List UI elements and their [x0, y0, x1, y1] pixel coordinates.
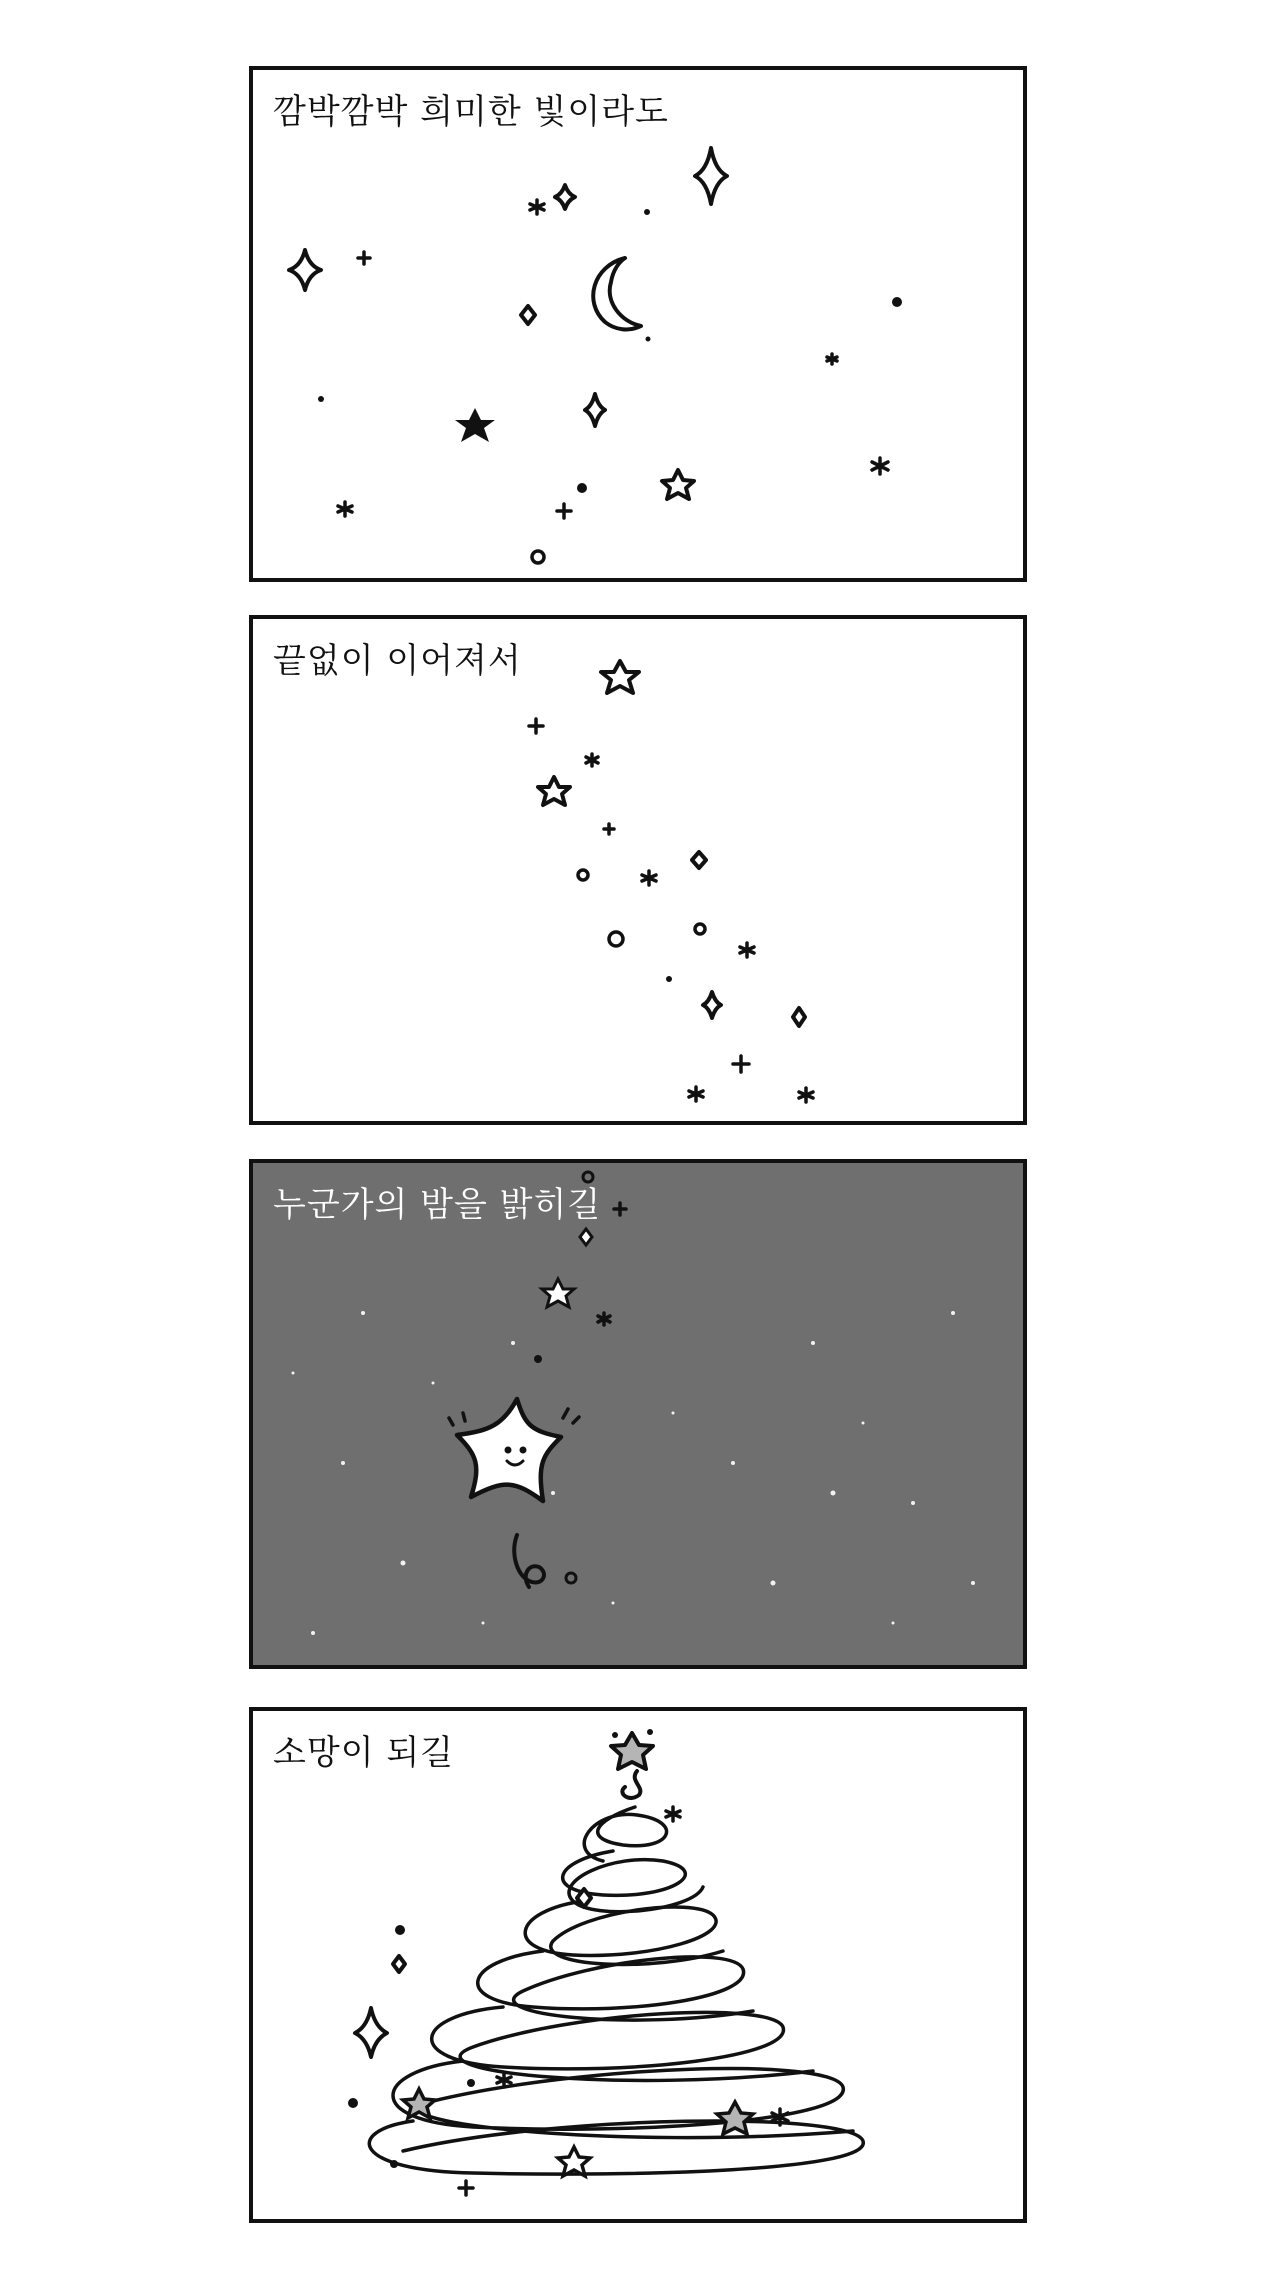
dot-icon: [534, 1355, 542, 1363]
asterisk-icon: [586, 754, 813, 1102]
panel-3-caption: 누군가의 밤을 밝히길: [273, 1185, 602, 1225]
sparkle-icon: [355, 2008, 387, 2057]
diamond-icon: [393, 1956, 405, 1972]
star-icon: [558, 2147, 590, 2176]
star-trail-illustration: [253, 619, 1023, 1125]
sparkle-icon: [703, 992, 721, 1018]
comic-panel-4: [249, 1707, 1027, 2223]
diamond-icon: [793, 1008, 805, 1026]
dot-icon: [695, 924, 705, 934]
dot-icon: [666, 976, 672, 982]
dot-icon: [532, 551, 544, 563]
smiling-star-icon: [457, 1399, 561, 1501]
swirl-icon: [514, 1535, 544, 1587]
panel-1-caption: 깜박깜박 희미한 빛이라도: [273, 92, 669, 132]
christmas-tree-icon: [253, 1711, 1023, 2219]
stardust-dots: [292, 1311, 976, 1635]
dot-icon: [318, 209, 902, 493]
cross-icon: [358, 252, 571, 518]
comic-panel-2: [249, 615, 1027, 1125]
star-icon: [662, 470, 694, 499]
star-icon: [601, 661, 639, 693]
dot-icon: [609, 932, 623, 946]
night-sky-illustration: [253, 1163, 1023, 1669]
star-icon: [611, 1733, 653, 1769]
tree-scribble: [369, 1807, 863, 2174]
starry-sky-illustration: [253, 70, 1023, 578]
diamond-icon: [580, 1229, 592, 1245]
dot-icon: [578, 870, 588, 880]
diamond-icon: [521, 306, 535, 324]
dot-icon: [566, 1573, 576, 1583]
star-icon: [717, 2102, 753, 2134]
cross-icon: [614, 1203, 626, 1215]
diamond-icon: [692, 852, 706, 868]
sparkle-icon: [555, 185, 575, 209]
tree-spiral: [622, 1771, 640, 1798]
comic-panel-1: [249, 66, 1027, 582]
moon-icon: [593, 258, 641, 329]
asterisk-icon: [338, 200, 888, 516]
star-icon: [538, 777, 570, 805]
comic-panel-3: [249, 1159, 1027, 1669]
sparkle-icon: [695, 148, 727, 204]
panel-4-caption: 소망이 되길: [273, 1733, 455, 1773]
panel-2-caption: 끝없이 이어져서: [273, 641, 522, 681]
dot-icon: [583, 1172, 593, 1182]
sparkle-icon: [585, 394, 605, 426]
sparkle-icon: [289, 250, 321, 290]
asterisk-icon: [598, 1313, 610, 1325]
star-icon: [455, 408, 495, 442]
star-icon: [542, 1279, 574, 1307]
star-icon: [403, 2089, 435, 2118]
cross-icon: [459, 2181, 473, 2195]
cross-icon: [529, 719, 749, 1072]
